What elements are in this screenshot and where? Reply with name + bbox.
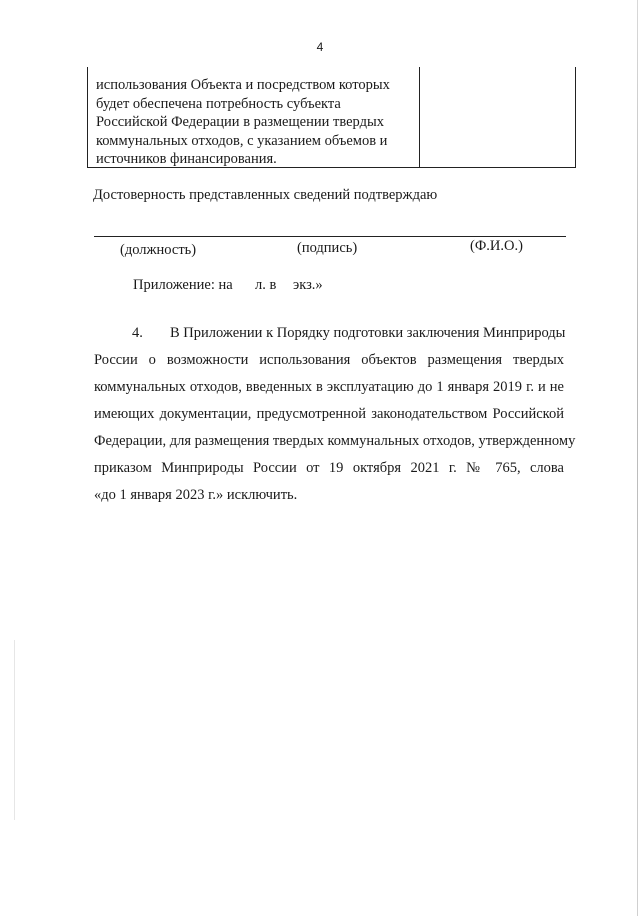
table-cell-line: коммунальных отходов, с указанием объемов и: [96, 132, 388, 149]
table-cell-line: использования Объекта и посредством которых: [96, 77, 390, 93]
signature-line: [94, 236, 566, 237]
paragraph-line: коммунальных отходов, введенных в эксплуатацию до 1 января 2019 г. и не: [94, 379, 564, 395]
paragraph-line: имеющих документации, предусмотренной законодательством Российской: [94, 406, 564, 422]
signature-name-label: (Ф.И.О.): [470, 238, 523, 254]
table-cell-line: будет обеспечена потребность субъекта: [96, 95, 341, 112]
paragraph-line: приказом Минприроды России от 19 октября 2021 г. № 765, слова: [94, 460, 564, 476]
paragraph-text: В Приложении к Порядку подготовки заключения Минприроды: [170, 325, 566, 341]
paragraph-line: [94, 320, 564, 347]
paragraph-number: 4.: [132, 325, 143, 341]
appendix-sheets: л. в: [255, 277, 277, 293]
scan-edge: [637, 0, 638, 916]
signature-position-label: (должность): [120, 242, 197, 258]
table-cell-value: [420, 67, 575, 167]
table-cell-description: [88, 67, 420, 167]
table-fragment: [87, 67, 576, 168]
scan-artifact: [14, 640, 15, 820]
appendix-label: Приложение: на: [133, 277, 233, 293]
appendix-copies: экз.»: [293, 277, 323, 293]
paragraph-line: России о возможности использования объектов размещения твердых: [94, 352, 564, 368]
certification-statement: Достоверность представленных сведений подтверждаю: [93, 187, 438, 203]
paragraph-line: «до 1 января 2023 г.» исключить.: [94, 487, 298, 503]
amendment-paragraph: [94, 320, 576, 509]
signature-sign-label: (подпись): [297, 240, 358, 256]
page-number: 4: [316, 40, 324, 54]
paragraph-line: Федерации, для размещения твердых коммунальных отходов, утвержденному: [94, 433, 576, 449]
table-cell-line: Российской Федерации в размещении твердых: [96, 114, 384, 130]
table-cell-line: источников финансирования.: [96, 151, 277, 167]
